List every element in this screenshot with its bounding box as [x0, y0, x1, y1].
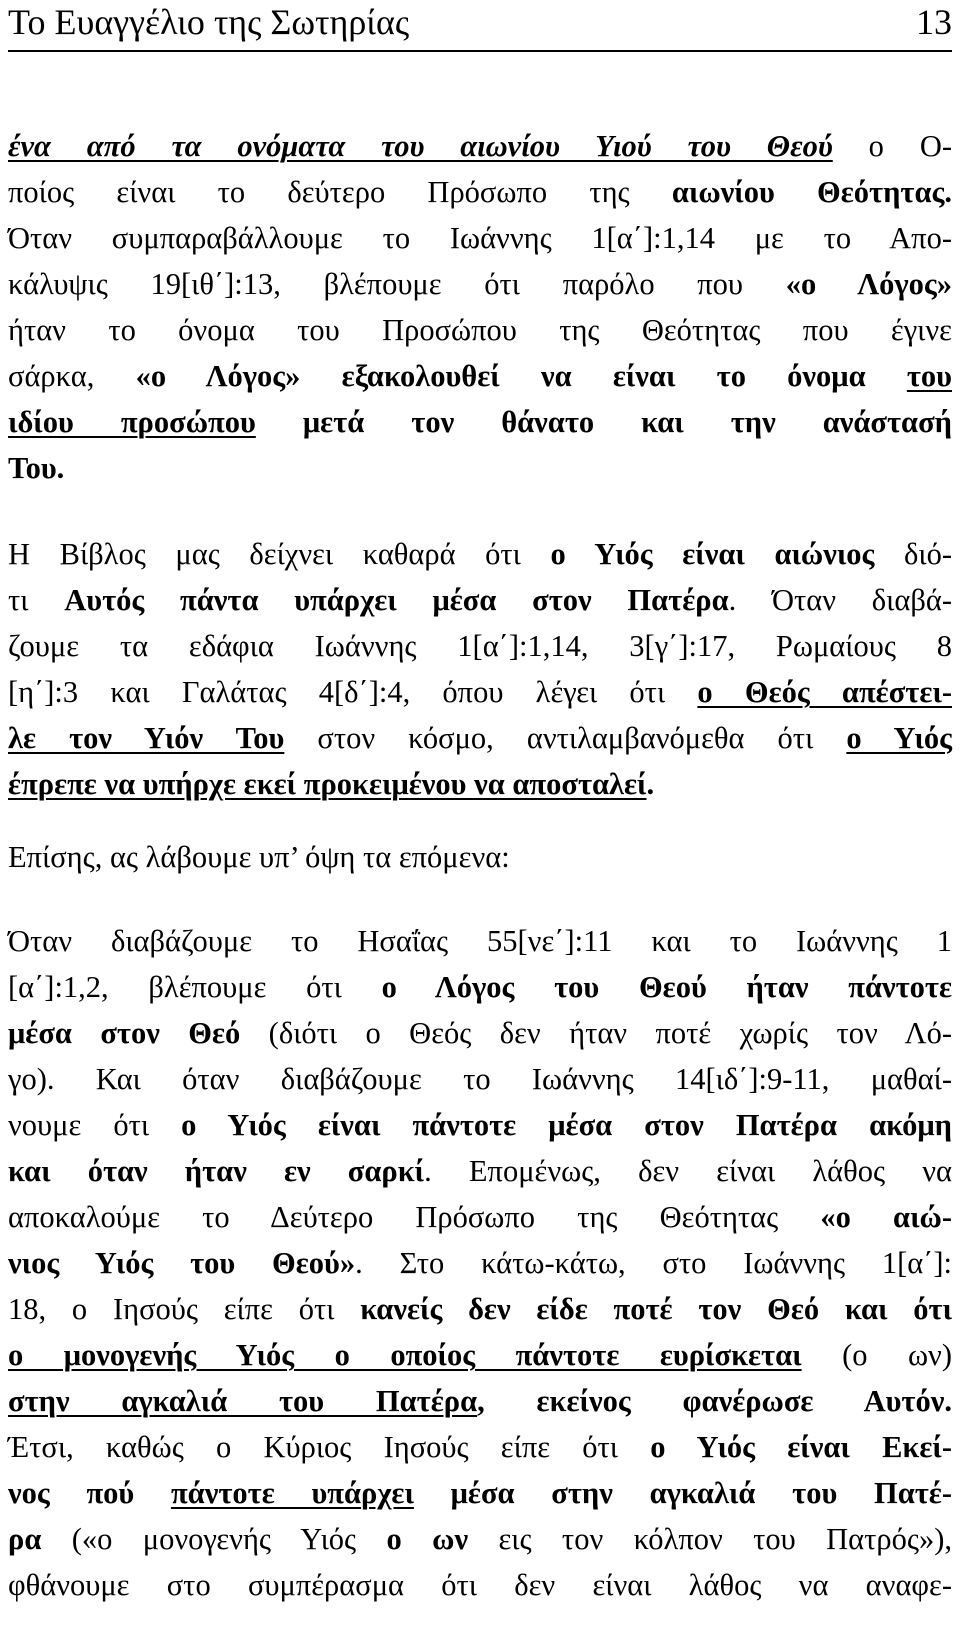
text-run: Όταν διαβάζουμε το Ησαΐας 55[νε΄]:11 και το Ιωάννης 1 [8, 924, 952, 958]
text-run: φθάνουμε στο συμπέρασμα ότι δεν είναι λάθος να αναφε- [8, 1568, 952, 1602]
text-run: τι [8, 583, 65, 617]
text-line [8, 1194, 952, 1240]
text-run: ο Υιός είναι πάντοτε μέσα στον Πατέρα ακόμη [181, 1108, 953, 1142]
text-run: μετά τον θάνατο και την ανάστασή [255, 405, 952, 439]
text-run: κάλυψις 19[ιθ΄]:13, βλέπουμε ότι παρόλο που [8, 267, 786, 301]
text-run: νος πού [8, 1476, 171, 1510]
text-run: ρα [8, 1522, 42, 1556]
text-run: Επίσης, ας λάβουμε υπ’ όψη τα επόμενα: [8, 840, 510, 874]
text-run: ο ων [386, 1522, 469, 1556]
text-line [8, 1010, 952, 1056]
text-line [8, 1102, 952, 1148]
text-run: Όταν συμπαραβάλλουμε το Ιωάννης 1[α΄]:1,14 με το Απο- [8, 221, 952, 255]
text-line [8, 577, 952, 623]
text-line [8, 1470, 952, 1516]
text-run: [α΄]:1,2, βλέπουμε ότι [8, 970, 382, 1004]
text-line [8, 307, 952, 353]
text-run: ιδίου προσώπου [8, 405, 256, 439]
text-run: του [906, 359, 952, 393]
text-line [8, 669, 952, 715]
text-run: Έτσι, καθώς ο Κύριος Ιησούς είπε ότι [8, 1430, 651, 1464]
text-line [8, 1240, 952, 1286]
text-run: έπρεπε να υπήρχε εκεί προκειμένου να αποσταλεί [8, 767, 647, 801]
text-run: Αυτός πάντα υπάρχει μέσα στον Πατέρα [64, 583, 729, 617]
text-run: («ο μονογενής Υιός [41, 1522, 387, 1556]
text-line [8, 1148, 952, 1194]
text-line [8, 123, 952, 169]
text-run: ζουμε τα εδάφια Ιωάννης 1[α΄]:1,14, 3[γ΄]:17, Ρωμαίους 8 [8, 629, 952, 663]
text-run: αποκαλούμε το Δεύτερο Πρόσωπο της Θεότητας [8, 1200, 821, 1234]
text-line [8, 531, 952, 577]
text-run: «ο Λόγος» [785, 267, 952, 301]
text-run: ο Υιός είναι αιώνιος [550, 537, 875, 571]
text-run: στον κόσμο, αντιλαμβανόμεθα ότι [284, 721, 847, 755]
text-run: ήταν το όνομα του Προσώπου της Θεότητας που έγινε [8, 313, 952, 347]
text-line [8, 1562, 952, 1608]
text-line [8, 715, 952, 761]
text-run: [η΄]:3 και Γαλάτας 4[δ΄]:4, όπου λέγει ότι [8, 675, 698, 709]
text-line [8, 215, 952, 261]
text-line [8, 623, 952, 669]
text-run: σάρκα, [8, 359, 136, 393]
text-run: . Όταν διαβά- [728, 583, 953, 617]
text-line [8, 169, 952, 215]
text-run: 18, ο Ιησούς είπε ότι [8, 1292, 361, 1326]
text-run: εις τον κόλπον του Πατρός»), [468, 1522, 952, 1556]
text-run: γο). Και όταν διαβάζουμε το Ιωάννης 14[ιδ΄]:9-11, μαθαί- [8, 1062, 952, 1096]
text-line [8, 445, 952, 491]
text-line [8, 1286, 952, 1332]
text-run: νιος Υιός του Θεού» [8, 1246, 356, 1280]
text-run: στην αγκαλιά του Πατέρα [8, 1384, 478, 1418]
text-run: ο Λόγος του Θεού ήταν πάντοτε [381, 970, 952, 1004]
text-run: ποίος είναι το δεύτερο Πρόσωπο της [8, 175, 672, 209]
text-run: κανείς δεν είδε ποτέ τον Θεό και ότι [360, 1292, 952, 1326]
text-run: μέσα στον Θεό [8, 1016, 241, 1050]
text-run: . [646, 767, 655, 801]
text-run: ο Υιός [846, 721, 952, 755]
text-run: (ο ων) [801, 1338, 953, 1372]
text-run: ο μονογενής Υιός ο οποίος πάντοτε ευρίσκεται [8, 1338, 802, 1372]
text-line [8, 834, 952, 880]
text-run: νουμε ότι [8, 1108, 182, 1142]
text-run: και όταν ήταν εν σαρκί [8, 1154, 425, 1188]
text-run: «ο Λόγος» εξακολουθεί να είναι το όνομα [135, 359, 907, 393]
text-line [8, 353, 952, 399]
text-line [8, 1378, 952, 1424]
text-run: ένα από τα ονόματα του αιωνίου Υιού του Θεού [8, 129, 833, 163]
text-run: . Στο κάτω-κάτω, στο Ιωάννης 1[α΄]: [355, 1246, 953, 1280]
text-run: αιωνίου Θεότητας. [671, 175, 952, 209]
page-number: 13 [916, 2, 952, 42]
text-run: Του. [8, 451, 65, 485]
text-line [8, 1332, 952, 1378]
text-run: , εκείνος φανέρωσε Αυτόν. [477, 1384, 952, 1418]
text-run: λε τον Υιόν Του [8, 721, 285, 755]
text-run: ο Ο- [832, 129, 952, 163]
text-run: ο Υιός είναι Εκεί- [650, 1430, 952, 1464]
running-header [8, 0, 952, 52]
text-run: (διότι ο Θεός δεν ήταν ποτέ χωρίς τον Λό- [240, 1016, 952, 1050]
text-line [8, 1424, 952, 1470]
text-run: ο Θεός απέστει- [697, 675, 952, 709]
text-line [8, 964, 952, 1010]
text-line [8, 918, 952, 964]
text-run: «ο αιώ- [820, 1200, 952, 1234]
text-line [8, 261, 952, 307]
text-line [8, 399, 952, 445]
text-line [8, 761, 952, 807]
text-run: . Επομένως, δεν είναι λάθος να [424, 1154, 952, 1188]
book-title: Το Ευαγγέλιο της Σωτηρίας [8, 2, 410, 42]
text-line [8, 1516, 952, 1562]
text-run: πάντοτε υπάρχει [170, 1476, 414, 1510]
text-run: μέσα στην αγκαλιά του Πατέ- [413, 1476, 952, 1510]
text-run: διό- [874, 537, 952, 571]
text-run: Η Βίβλος μας δείχνει καθαρά ότι [8, 537, 551, 571]
text-line [8, 1056, 952, 1102]
